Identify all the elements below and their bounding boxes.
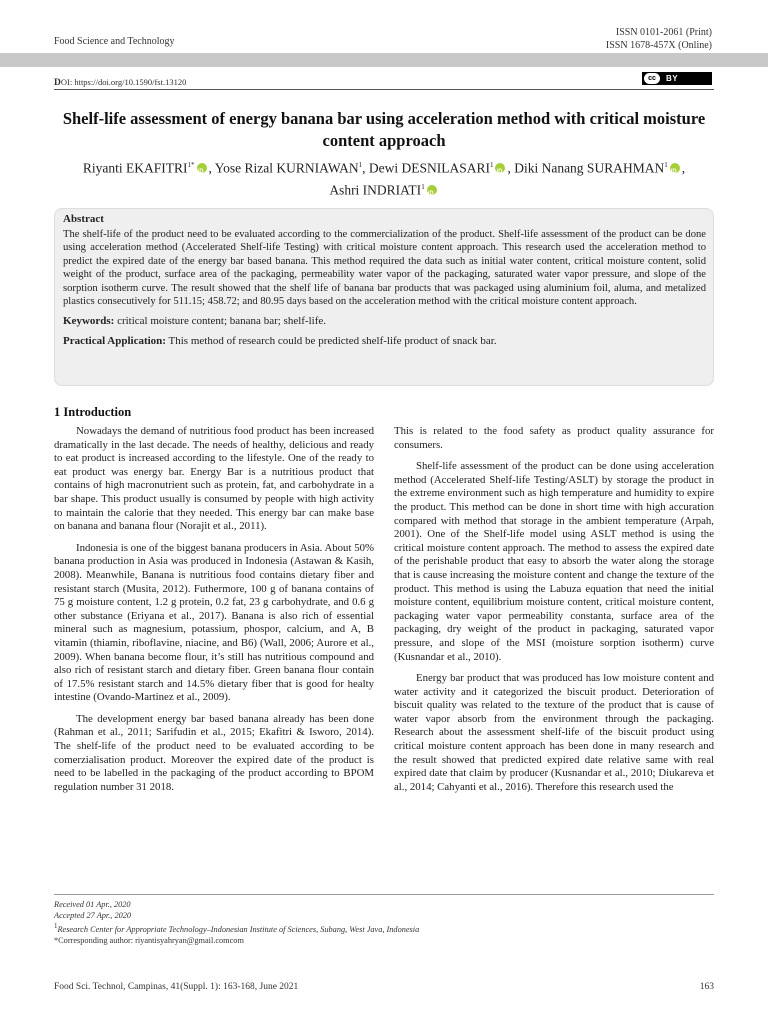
left-column [54,425,374,802]
author-list: Riyanti $EKAFITRI^{1*}iD$ , Yose Rizal KURNIAWAN$^1$, Dewi DESNILASARI$^1$iD , Diki Nanang SURAHMAN$^1$iD , Ashri INDRIATI$^1$iD [54,156,714,199]
affiliation-sup: 1 [54,923,58,930]
author-name: Dewi DESNILASARI [368,160,490,176]
practical-application-text: This method of research could be predicted shelf-life product of snack bar. [165,335,497,347]
author-affiliation-sup: 1* [187,161,195,169]
paragraph: Nowadays the demand of nutritious food product has been increased dramatically in the last decade. The needs of healthy, delicious and ready to eat product is increased according to the lifestyle. One of the ready to eat product was energy bar. Energy Bar is a nutritious product that contains of high macronutrient such as protein, fat, and carbohydrate in a bar shape. This product usually is consumed by people with high activity to maintain the calorie that they needed. This energy bar can make base on banana and banana flour (Norajit et al., 2011). [54,425,374,533]
author-affiliation-sup: 1 [358,161,363,169]
right-column [394,425,714,802]
practical-application-label: Practical Application: [63,335,166,347]
author-name: Ashri INDRIATI [329,182,422,197]
orcid-icon[interactable] [670,163,680,173]
issn-block [606,26,712,52]
author-affiliation-sup: 1 [421,182,425,191]
paragraph: The development energy bar based banana already has been done (Rahman et al., 2011; Sarifudin et al., 2015; Ekafitri & Isworo, 2014). The shelf-life of the product need to be evaluated according to be comerzialisation product. Moreover the expired date of the product is need to be labelled in the packaging of the product according to BPOM regulation number 31 2018. [54,712,374,793]
keywords-text: critical moisture content; banana bar; shelf-life. [114,314,326,327]
orcid-icon[interactable] [495,163,505,173]
doi-text: OI: https://doi.org/10.1590/fst.13120 [60,77,187,87]
received-date: Received 01 Apr., 2020 [54,900,131,909]
issn-print: ISSN 0101-2061 (Print) [615,27,712,38]
paragraph: This is related to the food safety as product quality assurance for consumers. [394,425,714,451]
corresponding-author: *Corresponding author: riyantisyahryan@gmail.comcom [54,935,244,945]
abstract-text: The shelf-life of the product need to be evaluated according to the commercialization of the product. Shelf-life assessment of the product can be done using acceleration method (Accelerated Shelf-life Testing) with critical moisture content approach. This research used the acceleration method to predict the expired date of the energy bar based banana. This method required the data such as initial water content, critical moisture content, solid weight of the product, surface area of the packaging, permeability water vapor of the packaging, saturated water vapor pressure, and slope of the sorption isotherm curve. The result showed that the shelf life of banana bar products that was packaged using aluminium foil, aluma, and metalized plastics consecutively for 511.15; 458.72; and 80.95 days based on the acceleration method with the critical moisture content approach. [63,228,706,307]
footnote-divider [54,894,714,895]
doi-initial: D [54,78,61,88]
affiliation: Research Center for Appropriate Technology–Indonesian Institute of Sciences, Subang, West Java, Indonesia [57,924,420,934]
author-name: Yose Rizal KURNIAWAN [214,160,359,176]
orcid-icon[interactable] [427,185,437,195]
header-bar [0,53,768,67]
footer-citation: Food Sci. Technol, Campinas, 41(Suppl. 1): 163-168, June 2021 [54,982,299,992]
article-title: Shelf-life assessment of energy banana bar using acceleration method with critical moisture content approach [62,109,706,150]
accepted-date: Accepted 27 Apr., 2020 [54,911,132,920]
paragraph: Energy bar product that was produced has low moisture content and water activity and it categorized the biscuit product. Deterioration of biscuit quality was related to the texture of the product that is cause of water vapor absorb from the environment through the packaging. Research about the assessment shelf-life of the biscuit product using critical moisture content approach has been done in many research and the result showed that predicted expired date relative same with real expired date that claim by producer (Kusnandar et al., 2010; Diukareva et al., 2014; Cahyanti et al., 2016). Therefore this research used the [394,672,714,793]
cc-by-license-badge[interactable] [642,72,712,85]
issn-online: ISSN 1678-457X (Online) [605,40,712,51]
orcid-icon[interactable] [197,163,207,173]
abstract-content [63,213,706,349]
keywords [63,315,706,329]
paragraph: Indonesia is one of the biggest banana producers in Asia. About 50% banana production in Asia was produced in Indonesia (Astawan & Kasih, 2008). Meanwhile, Banana is nutritious food contains dietary fiber and resistant starch (Musita, 2012). Futhermore, 100 g of banana contains of 75 g moisture content, 1.2 g protein, 0.2 fat, 23 g carbohydrate, and 0.6 g other substance (Eriyana et al., 2017). Banana is also rich of essential mineral such as magnesium, potassium, phospor, calcium, and A, B vitamin (thiamin, riboflavine, niacine, and B6) (Wall, 2006; Aurore et al., 2009). When banana become flour, it’s still has nutritious compound and also rich of resistant starch and dietary fiber. Green banana flour contain of 17.5% resistant starch and 14.5% dietary fiber that is good for healty intestine (Ovando-Martinez et al., 2009). [54,541,374,704]
author-affiliation-sup: 1 [489,161,494,169]
creative-commons-icon: cc [644,73,660,84]
license-label: BY [666,74,679,83]
journal-name: Food Science and Technology [54,36,175,47]
doi-divider [54,89,714,90]
doi-line[interactable] [54,77,186,88]
paragraph: Shelf-life assessment of the product can be done using acceleration method (Accelerated Shelf-life Testing/ASLT) by storage the product in the extreme environment such as high temperature and humidity to expire the product. This method can be done in short time with high accuration compared with method that storage in the ambient temperature (Arpah, 2001). One of the Shelf-life model using ASLT method is using the critical moisture content approach. The method to assess the expired date of the perishable product that easy to absorb the water along the storage that is cause increasing the moisture content and change the texture of the product. This method is using the Labuza equation that need the initial moisture content, equilibrium moisture content, critical moisture content, packaging water vapor permeability constanta, surface area of the packaging, dry weight of the product in packaging, saturated vapor pressure, and slope of the MSI (moisture sorption isotherm) curve (Kusnandar et al., 2010). [394,460,714,663]
author-name: Diki Nanang SURAHMAN [514,160,665,176]
author-name: Riyanti EKAFITRI [82,160,188,176]
keywords-label: Keywords: [63,314,115,327]
section-heading: 1 Introduction [54,405,132,419]
footnotes [54,899,419,946]
practical-application [63,335,706,349]
page-number: 163 [699,982,714,992]
abstract-heading: Abstract [63,213,104,225]
author-affiliation-sup: 1 [664,161,668,169]
